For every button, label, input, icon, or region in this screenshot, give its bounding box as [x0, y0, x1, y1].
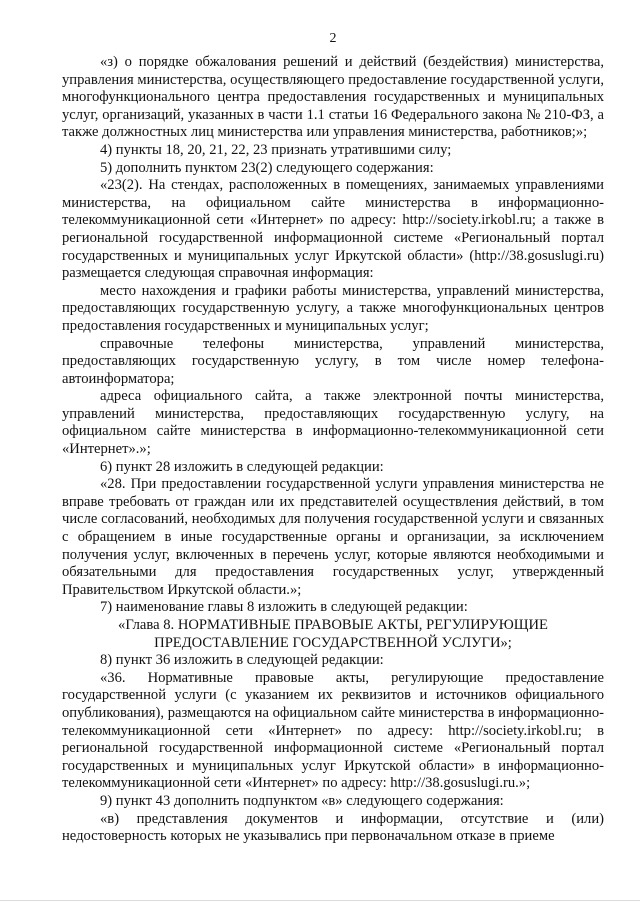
paragraph: 5) дополнить пунктом 23(2) следующего содержания: — [100, 159, 434, 176]
paragraph: «28. При предоставлении государственной услуги управления министерства не вправе требовать от граждан или их представителей осуществления действий, в том числе согласований, необходимых для получения государственной услуги и связанных с обращением в иные государственные органы и организации, за исключением получения услуг, включенных в перечень услуг, которые являются необходимыми и обязательными для предоставления государственных услуг, утвержденный Правительством Иркутской области.»; — [62, 476, 604, 598]
paragraph: адреса официального сайта, а также электронной почты министерства, управлений министерства, предоставляющих государственную услугу, на официальном сайте министерства в информационно-телекоммуникационной сети «Интернет».»; — [62, 388, 604, 458]
chapter-heading: «Глава 8. НОРМАТИВНЫЕ ПРАВОВЫЕ АКТЫ, РЕГУЛИРУЮЩИЕ ПРЕДОСТАВЛЕНИЕ ГОСУДАРСТВЕННОЙ УСЛУГИ»; — [118, 617, 548, 651]
page-bottom-edge — [0, 900, 640, 901]
paragraph: «в) представления документов и информации, отсутствие и (или) недостоверность которых не указывались при первоначальном отказе в приеме — [62, 810, 604, 845]
paragraph: «36. Нормативные правовые акты, регулирующие предоставление государственной услуги (с указанием их реквизитов и источников официального опубликования), размещаются на официальном сайте министерства в информационно-телекоммуникационной сети «Интернет» по адресу: http://society.irkobl.ru; в региональной государственной информационной системе «Региональный портал государственных и муниципальных услуг Иркутской области» в информационно-телекоммуникационной сети «Интернет» по адресу: http://38.gosuslugi.ru.»; — [62, 669, 604, 792]
paragraph: 6) пункт 28 изложить в следующей редакции: — [100, 458, 384, 475]
page-number: 2 — [329, 31, 337, 46]
paragraph: место нахождения и графики работы министерства, управлений министерства, предоставляющих государственную услугу, а также многофункциональных центров предоставления государственных и муниципальных услуг; — [62, 282, 604, 334]
paragraph: 7) наименование главы 8 изложить в следующей редакции: — [100, 599, 468, 616]
paragraph: справочные телефоны министерства, управлений министерства, предоставляющих государственную услугу, в том числе номер телефона-автоинформатора; — [62, 335, 604, 387]
document-body — [62, 54, 604, 846]
paragraph: 8) пункт 36 изложить в следующей редакции: — [100, 652, 384, 669]
paragraph: 4) пункты 18, 20, 21, 22, 23 признать утратившими силу; — [100, 141, 452, 158]
paragraph: «23(2). На стендах, расположенных в помещениях, занимаемых управлениями министерства, на официальном сайте министерства в информационно-телекоммуникационной сети «Интернет» по адресу: http://society.irkobl.ru; а также в региональной государственной информационной системе «Региональный портал государственных и муниципальных услуг Иркутской области» (http://38.gosuslugi.ru) размещается следующая справочная информация: — [62, 177, 604, 282]
paragraph: «з) о порядке обжалования решений и действий (бездействия) министерства, управления министерства, осуществляющего предоставление государственной услуги, многофункционального центра предоставления государственных и муниципальных услуг, организаций, указанных в части 1.1 статьи 16 Федерального закона № 210-ФЗ, а также должностных лиц министерства или управления министерства, работников;»; — [62, 54, 604, 141]
paragraph: 9) пункт 43 дополнить подпунктом «в» следующего содержания: — [100, 792, 504, 809]
